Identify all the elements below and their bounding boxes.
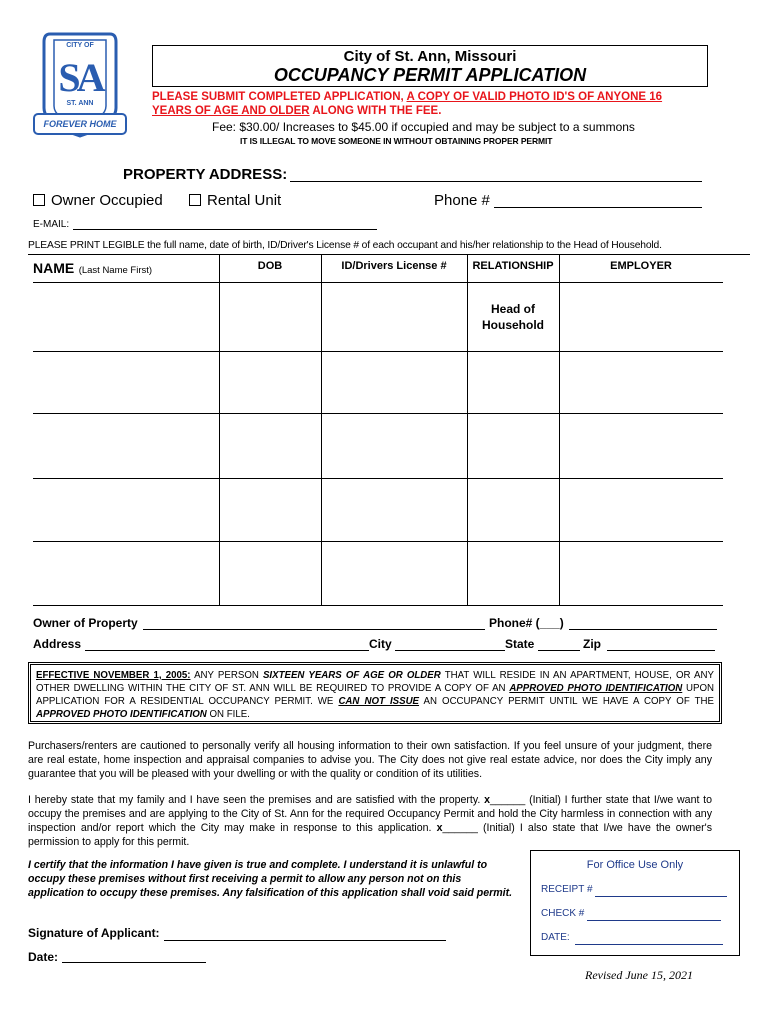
table-row[interactable] bbox=[33, 351, 723, 352]
owner-zip-label: Zip bbox=[583, 637, 601, 651]
owner-of-property-label: Owner of Property bbox=[33, 616, 138, 630]
office-date-field[interactable] bbox=[575, 944, 723, 945]
city-name: City of St. Ann, Missouri bbox=[343, 48, 517, 65]
notice-text: PLEASE SUBMIT COMPLETED APPLICATION, bbox=[152, 91, 407, 103]
initial-marker: x bbox=[436, 822, 443, 834]
table-row[interactable] bbox=[33, 413, 723, 414]
column-header-relationship: RELATIONSHIP bbox=[472, 260, 554, 272]
property-address-label: PROPERTY ADDRESS: bbox=[123, 166, 288, 183]
logo-banner: FOREVER HOME bbox=[43, 119, 117, 129]
title-box bbox=[152, 45, 708, 87]
notice-age-text: YEARS OF AGE AND OLDER bbox=[152, 105, 310, 117]
office-use-title: For Office Use Only bbox=[586, 859, 684, 871]
cautions-paragraph: Purchasers/renters are cautioned to personally verify all housing information to their own satisfaction. If you feel unsure of your judgment, there are real estate, home inspection and appraisal companies to advise you. The City does not give real estate advice, nor does the City imply any guarantee that you will be pleased with your dwelling or with the quality or condition of its utilities. bbox=[28, 740, 712, 780]
city-logo bbox=[30, 30, 130, 142]
owner-state-label: State bbox=[505, 637, 535, 651]
column-header-name bbox=[33, 260, 152, 278]
rental-unit-option[interactable] bbox=[189, 192, 281, 209]
submission-notice bbox=[152, 90, 732, 118]
fee-text: Fee: $30.00/ Increases to $45.00 if occupied and may be subject to a summons bbox=[212, 120, 635, 134]
office-use-box bbox=[530, 850, 740, 956]
head-of-household-cell bbox=[467, 301, 559, 333]
table-row[interactable] bbox=[33, 541, 723, 542]
effective-text: ON FILE. bbox=[206, 709, 250, 720]
office-receipt-label: RECEIPT # bbox=[541, 884, 593, 895]
date-label: Date: bbox=[28, 950, 59, 964]
column-header-employer: EMPLOYER bbox=[610, 260, 672, 272]
owner-address-field[interactable] bbox=[85, 650, 369, 651]
owner-city-label: City bbox=[369, 637, 392, 651]
illegal-notice: IT IS ILLEGAL TO MOVE SOMEONE IN WITHOUT OBTAINING PROPER PERMIT bbox=[240, 136, 553, 146]
office-check-field[interactable] bbox=[587, 920, 721, 921]
rental-unit-label: Rental Unit bbox=[207, 192, 282, 209]
owner-address-label: Address bbox=[33, 637, 82, 651]
office-date-label: DATE: bbox=[541, 932, 570, 943]
name-header-sub: (Last Name First) bbox=[78, 265, 153, 276]
table-col-divider bbox=[559, 254, 560, 606]
effective-photo-id: APPROVED PHOTO IDENTIFICATION bbox=[509, 683, 683, 694]
initial-marker: x bbox=[484, 794, 490, 806]
instructions: PLEASE PRINT LEGIBLE the full name, date of birth, ID/Driver's License # of each occupant and his/her relationship to the Head of Household. bbox=[28, 240, 662, 251]
table-header-rule bbox=[33, 282, 723, 283]
head-of-household-line1: Head of bbox=[490, 302, 535, 316]
logo-top-text: CITY OF bbox=[66, 42, 94, 49]
office-receipt-field[interactable] bbox=[595, 896, 727, 897]
column-header-license: ID/Drivers License # bbox=[341, 260, 447, 272]
phone-field[interactable] bbox=[494, 207, 702, 208]
owner-state-field[interactable] bbox=[538, 650, 580, 651]
statement-text: ______ (Initial) I further state that I/we want to occupy the premises and are applying to the City of St. Ann for the required Occupancy Permit and hold the City harmless in connection with any inspection and/or report which the City may make in response to this application. bbox=[28, 794, 712, 834]
owner-city-field[interactable] bbox=[395, 650, 505, 651]
owner-of-property-field[interactable] bbox=[143, 629, 485, 630]
form-title: OCCUPANCY PERMIT APPLICATION bbox=[273, 65, 587, 85]
effective-text: ANY PERSON bbox=[190, 670, 263, 681]
owner-zip-field[interactable] bbox=[607, 650, 715, 651]
table-row[interactable] bbox=[33, 478, 723, 479]
effective-text: THAT WILL RESIDE IN AN APARTMENT, HOUSE, OR ANY OTHER DWELLING WITHIN THE CITY OF ST. ANN WILL BE REQUIRED TO PROVIDE A COPY OF AN bbox=[36, 670, 714, 694]
statement-text: I hereby state that my family and I have seen the premises and are satisfied with the property. bbox=[28, 794, 485, 806]
head-of-household-line2: Household bbox=[482, 318, 544, 332]
rental-unit-checkbox[interactable] bbox=[189, 194, 201, 206]
owner-occupied-option[interactable] bbox=[33, 192, 163, 209]
logo-monogram: SA bbox=[58, 55, 102, 100]
effective-photo-id: APPROVED PHOTO IDENTIFICATION bbox=[36, 709, 207, 720]
effective-age: SIXTEEN YEARS OF AGE OR OLDER bbox=[262, 670, 441, 681]
name-header-text: NAME bbox=[33, 260, 75, 276]
instructions-rule bbox=[28, 254, 750, 255]
signature-field[interactable] bbox=[164, 940, 446, 941]
certify-paragraph: I certify that the information I have given is true and complete. I understand it is unlawful to occupy these premises without first receiving a permit to allow any person not on this application to occupy these premises. Any falsification of this application shall void said permit. bbox=[28, 859, 513, 899]
email-field[interactable] bbox=[73, 229, 377, 230]
effective-notice-box bbox=[28, 662, 722, 724]
statement-text: ______ (Initial) I also state that I/we have the owner's permission to apply for this permit. bbox=[28, 822, 712, 848]
owner-occupied-label: Owner Occupied bbox=[51, 192, 163, 209]
notice-fee-text: ALONG WITH THE FEE. bbox=[309, 105, 442, 117]
effective-text: AN OCCUPANCY PERMIT UNTIL WE HAVE A COPY OF THE bbox=[419, 696, 714, 707]
effective-cannot-issue: CAN NOT ISSUE bbox=[338, 696, 420, 707]
owner-phone-label: Phone# (___) bbox=[489, 616, 564, 630]
owner-phone-field[interactable] bbox=[569, 629, 717, 630]
date-field[interactable] bbox=[62, 962, 206, 963]
column-header-dob: DOB bbox=[257, 260, 283, 272]
logo-bottom-text: ST. ANN bbox=[66, 100, 94, 107]
owner-occupied-checkbox[interactable] bbox=[33, 194, 45, 206]
table-row[interactable] bbox=[33, 605, 723, 606]
email-label: E-MAIL: bbox=[33, 219, 70, 230]
office-check-label: CHECK # bbox=[541, 908, 585, 919]
notice-id-text: A COPY OF VALID PHOTO ID'S OF ANYONE 16 bbox=[406, 91, 663, 103]
phone-label: Phone # bbox=[434, 192, 490, 209]
table-col-divider bbox=[219, 254, 220, 606]
effective-date: EFFECTIVE NOVEMBER 1, 2005: bbox=[36, 670, 191, 681]
property-address-field[interactable] bbox=[290, 181, 702, 182]
statement-paragraph bbox=[28, 793, 712, 849]
revised-date: Revised June 15, 2021 bbox=[585, 968, 693, 982]
table-col-divider bbox=[321, 254, 322, 606]
signature-label: Signature of Applicant: bbox=[28, 926, 160, 940]
effective-text: UPON APPLICATION FOR A RESIDENTIAL OCCUPANCY PERMIT. WE bbox=[36, 683, 714, 707]
